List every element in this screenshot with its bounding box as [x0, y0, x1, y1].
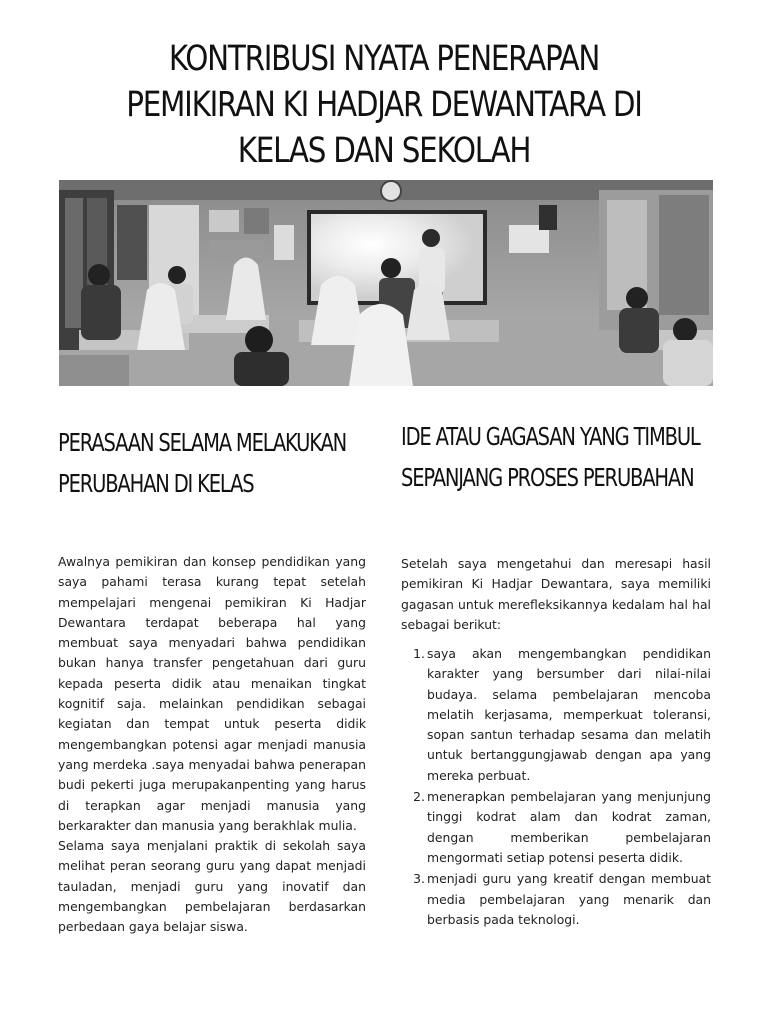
list-item: [401, 869, 711, 930]
page-title: KONTRIBUSI NYATA PENERAPAN PEMIKIRAN KI HADJAR DEWANTARA DI KELAS DAN SEKOLAH: [126, 39, 642, 171]
left-section-body: [58, 552, 366, 938]
list-item: [401, 787, 711, 868]
list-item-text: menjadi guru yang kreatif dengan membuat media pembelajaran yang menarik dan berbasis pada teknologi.: [427, 871, 711, 927]
right-section-heading: IDE ATAU GAGASAN YANG TIMBUL SEPANJANG PROSES PERUBAHAN: [401, 422, 700, 492]
left-paragraph-2: Selama saya menjalani praktik di sekolah saya melihat peran seorang guru yang dapat menjadi tauladan, menjadi guru yang inovatif dan mengembangkan pembelajaran berdasarkan perbedaan gaya belajar siswa.: [58, 838, 366, 935]
right-section-intro: Setelah saya mengetahui dan meresapi hasil pemikiran Ki Hadjar Dewantara, saya memiliki gagasan untuk merefleksikannya kedalam hal hal sebagai berikut:: [401, 556, 711, 632]
classroom-photo: [59, 180, 713, 386]
list-item: [401, 644, 711, 786]
list-item-number: 1.: [413, 646, 425, 661]
left-paragraph-1: Awalnya pemikiran dan konsep pendidikan yang saya pahami terasa kurang tepat setelah mempelajari mengenai pemikiran Ki Hadjar Dewantara terdapat beberapa hal yang membuat saya menyadari bahwa pendidikan bukan hanya transfer pengetahuan dari guru kepada peserta didik atau menaikan tingkat kognitif saja. melainkan pendidikan sebagai kegiatan dan tempat untuk peserta didik mengembangkan potensi agar menjadi manusia yang merdeka .saya menyadai bahwa penerapan budi pekerti juga merupakanpenting yang harus di terapkan agar menjadi manusia yang berkarakter dan manusia yang berakhlak mulia.: [58, 554, 366, 833]
list-item-number: 3.: [413, 871, 425, 887]
list-item-text: menerapkan pembelajaran yang menjunjung tinggi kodrat alam dan kodrat zaman, dengan memberikan pembelajaran mengormati setiap potensi peserta didik.: [427, 789, 711, 865]
list-item-number: 2.: [413, 789, 425, 805]
list-item-text: saya akan mengembangkan pendidikan karakter yang bersumber dari nilai-nilai budaya. selama pembelajaran mencoba melatih kerjasama, memperkuat toleransi, sopan santun terhadap sesama dan melatih untuk bertanggungjawab dengan apa yang mereka perbuat.: [427, 646, 711, 783]
ideas-list: [401, 644, 711, 931]
left-section-heading: PERASAAN SELAMA MELAKUKAN PERUBAHAN DI KELAS: [58, 428, 347, 498]
